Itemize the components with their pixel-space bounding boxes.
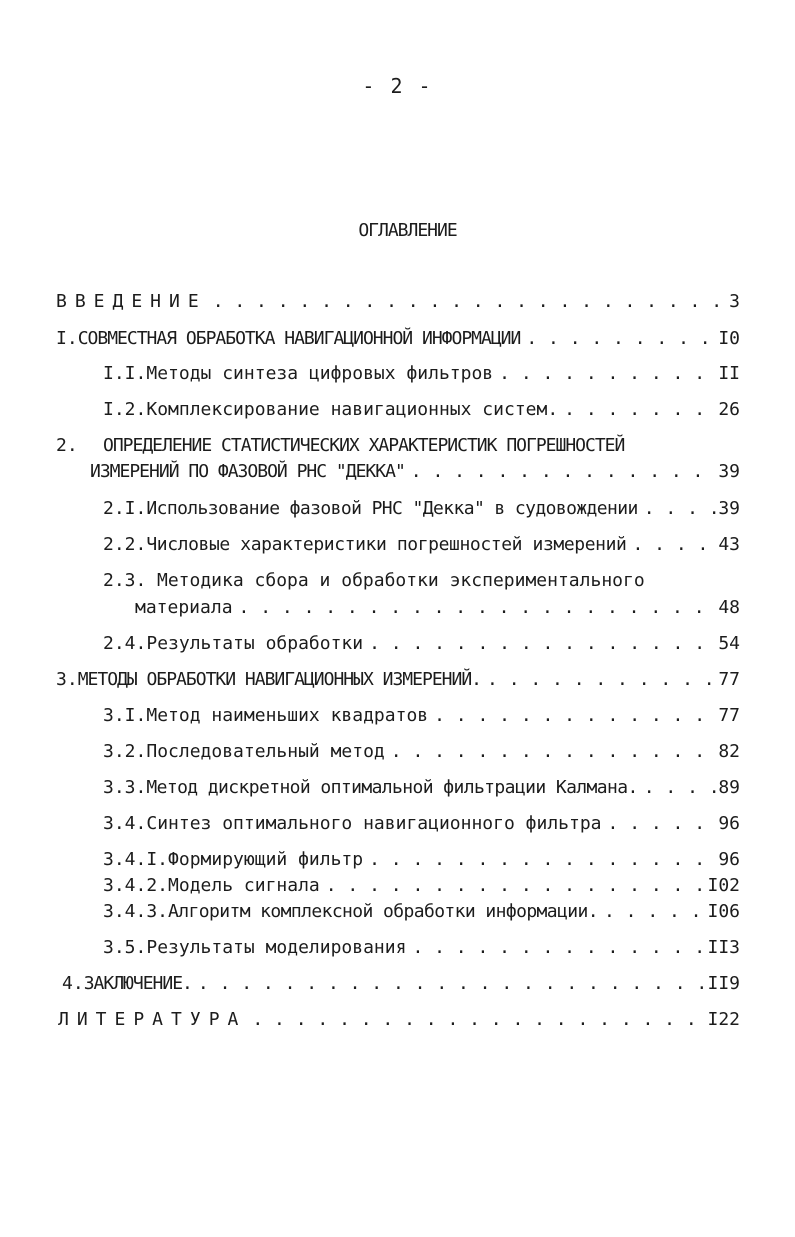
toc-leader-dots (411, 460, 717, 484)
toc-entry-page: 39 (718, 461, 740, 482)
toc-entry-subsection-3-4-3[interactable] (103, 900, 740, 924)
toc-entry-label-continued: материала (135, 597, 233, 618)
toc-title: ОГЛАВЛЕНИЕ (358, 220, 457, 241)
toc-entry-page: 96 (718, 849, 740, 870)
toc-entry-number: 3.5. (103, 937, 147, 958)
toc-entry-label: Результаты обработки (146, 633, 364, 654)
toc-entry-label: Синтез оптимального навигационного фильтра (146, 813, 602, 834)
toc-leader-dots (564, 398, 716, 422)
toc-entry-number: 3.I. (103, 705, 147, 726)
toc-entry-label: Использование фазовой РНС "Декка" в судовождении (146, 498, 638, 519)
toc-entry-number: 2.2. (103, 534, 147, 555)
toc-entry-section-3-4[interactable] (103, 812, 740, 836)
toc-entry-chapter-3[interactable] (56, 668, 740, 692)
toc-entry-label: ЛИТЕРАТУРА (58, 1009, 247, 1030)
toc-entry-subsection-3-4-2[interactable] (103, 874, 740, 898)
toc-entry-number: 3.4.2. (103, 875, 169, 896)
toc-entry-page: 77 (718, 669, 740, 690)
toc-leader-dots (526, 327, 716, 351)
toc-leader-dots (213, 290, 727, 314)
toc-entry-section-2-3-line2[interactable] (135, 596, 740, 620)
toc-leader-dots (644, 776, 717, 800)
toc-leader-dots (604, 900, 706, 924)
toc-entry-section-2-1[interactable] (103, 497, 740, 521)
toc-entry-number: 2.I. (103, 498, 147, 519)
toc-entry-page: I22 (707, 1009, 740, 1030)
toc-entry-page: I02 (707, 875, 740, 896)
toc-entry-label: Метод наименьших квадратов (146, 705, 429, 726)
toc-entry-section-2-4[interactable] (103, 632, 740, 656)
toc-entry-references[interactable] (58, 1008, 740, 1032)
toc-entry-number: 2.3. (103, 570, 147, 591)
toc-entry-label: Результаты моделирования (146, 937, 407, 958)
toc-entry-chapter-2-line2[interactable] (90, 460, 740, 484)
toc-leader-dots (239, 596, 717, 620)
toc-entry-number: I.I. (103, 363, 147, 384)
toc-entry-label: Последовательный метод (146, 741, 385, 762)
toc-entry-label: СОВМЕСТНАЯ ОБРАБОТКА НАВИГАЦИОННОЙ ИНФОРМАЦИИ (77, 328, 521, 349)
toc-leader-dots (252, 1008, 705, 1032)
toc-entry-number: 3.4.3. (103, 901, 169, 922)
toc-leader-dots (487, 668, 716, 692)
toc-entry-number: 3.2. (103, 741, 147, 762)
toc-entry-number: 2. (56, 435, 78, 456)
toc-entry-chapter-4[interactable] (62, 972, 740, 996)
toc-entry-label: ЗАКЛЮЧЕНИЕ. (83, 973, 192, 994)
toc-entry-page: 82 (718, 741, 740, 762)
toc-entry-label: Комплексирование навигационных систем. (146, 399, 559, 420)
toc-entry-section-1-1[interactable] (103, 362, 740, 386)
toc-entry-chapter-1[interactable] (56, 327, 740, 351)
toc-leader-dots (198, 972, 706, 996)
toc-entry-section-1-2[interactable] (103, 398, 740, 422)
toc-entry-section-2-2[interactable] (103, 533, 740, 557)
toc-entry-number: 3. (56, 669, 78, 690)
toc-entry-label: ВВЕДЕНИЕ (56, 291, 207, 312)
toc-entry-page: II3 (707, 937, 740, 958)
toc-entry-section-3-5[interactable] (103, 936, 740, 960)
toc-entry-label: Формирующий фильтр (168, 849, 364, 870)
toc-entry-section-3-1[interactable] (103, 704, 740, 728)
toc-leader-dots (369, 848, 716, 872)
toc-entry-label: ОПРЕДЕЛЕНИЕ СТАТИСТИЧЕСКИХ ХАРАКТЕРИСТИК ПОГРЕШНОСТЕЙ (103, 435, 625, 456)
toc-entry-number: 3.4.I. (103, 849, 169, 870)
toc-entry-subsection-3-4-1[interactable] (103, 848, 740, 872)
toc-leader-dots (391, 740, 717, 764)
toc-entry-number: 4. (62, 973, 84, 994)
toc-entry-page: 39 (718, 498, 740, 519)
toc-entry-section-2-3-line1[interactable] (103, 569, 645, 593)
toc-entry-page: 3 (729, 291, 740, 312)
toc-entry-page: 96 (718, 813, 740, 834)
toc-entry-page: I0 (718, 328, 740, 349)
toc-entry-page: 26 (718, 399, 740, 420)
toc-leader-dots (632, 533, 716, 557)
toc-entry-label: Методика сбора и обработки экспериментального (157, 570, 645, 591)
toc-entry-page: II (718, 363, 740, 384)
toc-entry-section-3-3[interactable] (103, 776, 740, 800)
toc-leader-dots (499, 362, 716, 386)
toc-entry-number: I.2. (103, 399, 147, 420)
toc-entry-label: Числовые характеристики погрешностей измерений (146, 534, 627, 555)
toc-entry-number: 2.4. (103, 633, 147, 654)
toc-leader-dots (644, 497, 717, 521)
toc-entry-page: 43 (718, 534, 740, 555)
toc-entry-page: I06 (707, 901, 740, 922)
page-number: - 2 - (362, 74, 433, 98)
toc-entry-number: 3.4. (103, 813, 147, 834)
toc-entry-page: 54 (718, 633, 740, 654)
toc-leader-dots (369, 632, 716, 656)
toc-entry-chapter-2-line1[interactable] (56, 434, 624, 458)
toc-entry-page: 77 (718, 705, 740, 726)
toc-leader-dots (412, 936, 705, 960)
toc-entry-label: Алгоритм комплексной обработки информации. (168, 901, 598, 922)
toc-entry-page: II9 (707, 973, 740, 994)
toc-entry-page: 89 (718, 777, 740, 798)
toc-leader-dots (326, 874, 706, 898)
toc-entry-section-3-2[interactable] (103, 740, 740, 764)
toc-entry-label-continued: ИЗМЕРЕНИЙ ПО ФАЗОВОЙ РНС "ДЕККА" (90, 461, 405, 482)
toc-entry-page: 48 (718, 597, 740, 618)
toc-entry-label: МЕТОДЫ ОБРАБОТКИ НАВИГАЦИОННЫХ ИЗМЕРЕНИЙ. (77, 669, 482, 690)
toc-entry-label: Методы синтеза цифровых фильтров (146, 363, 494, 384)
toc-entry-number: 3.3. (103, 777, 147, 798)
toc-entry-label: Модель сигнала (168, 875, 320, 896)
toc-entry-label: Метод дискретной оптимальной фильтрации Калмана. (146, 777, 638, 798)
toc-leader-dots (434, 704, 716, 728)
toc-leader-dots (608, 812, 717, 836)
toc-entry-introduction[interactable] (56, 290, 740, 314)
toc-entry-number: I. (56, 328, 78, 349)
